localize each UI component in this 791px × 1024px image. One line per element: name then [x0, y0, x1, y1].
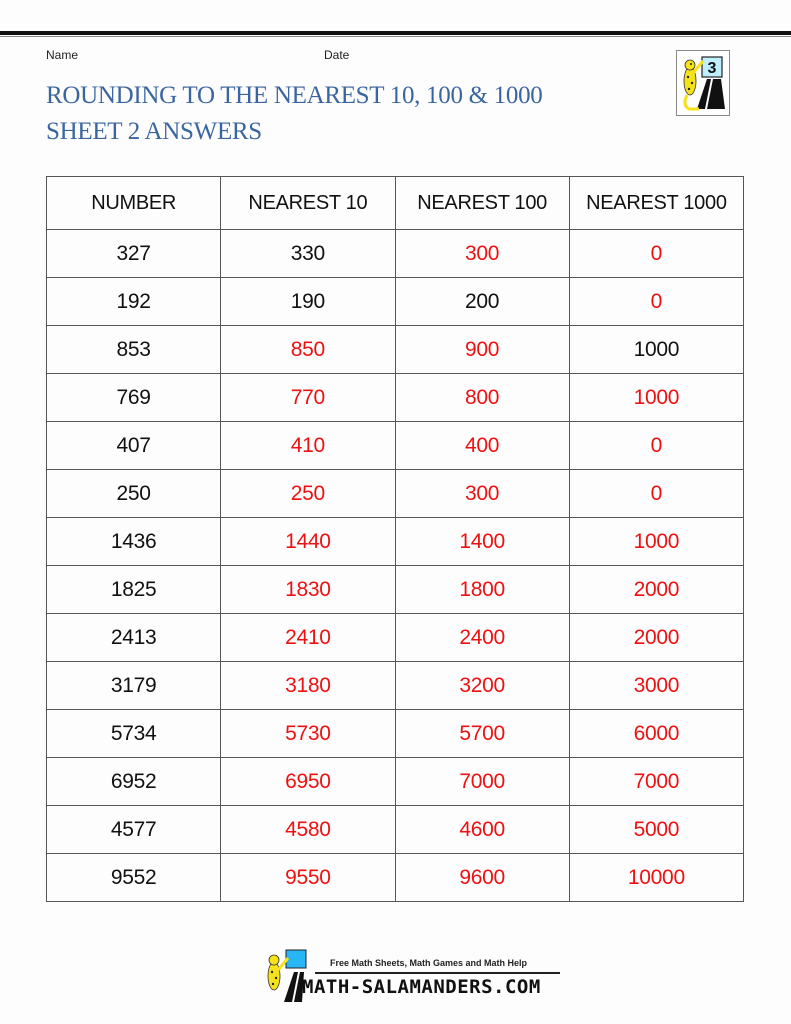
number-cell: 5734 [47, 710, 221, 758]
nearest-1000-cell: 1000 [569, 518, 743, 566]
table-row [47, 854, 744, 902]
nearest-1000-cell: 1000 [569, 374, 743, 422]
worksheet-subtitle: SHEET 2 ANSWERS [46, 118, 262, 145]
nearest-1000-cell: 6000 [569, 710, 743, 758]
number-cell: 3179 [47, 662, 221, 710]
table-row [47, 326, 744, 374]
table-row [47, 566, 744, 614]
number-cell: 853 [47, 326, 221, 374]
name-label: Name [46, 48, 79, 62]
nearest-1000-cell: 3000 [569, 662, 743, 710]
nearest-1000-cell: 10000 [569, 854, 743, 902]
grade-number: 3 [707, 60, 717, 77]
number-cell: 192 [47, 278, 221, 326]
table-row [47, 662, 744, 710]
nearest-1000-cell: 1000 [569, 326, 743, 374]
grade-logo [676, 50, 730, 116]
table-row [47, 374, 744, 422]
number-cell: 2413 [47, 614, 221, 662]
nearest-100-cell: 3200 [395, 662, 569, 710]
nearest-100-cell: 7000 [395, 758, 569, 806]
nearest-10-cell: 6950 [221, 758, 395, 806]
number-cell: 6952 [47, 758, 221, 806]
nearest-100-cell: 400 [395, 422, 569, 470]
nearest-10-cell: 2410 [221, 614, 395, 662]
nearest-10-cell: 5730 [221, 710, 395, 758]
nearest-1000-cell: 0 [569, 422, 743, 470]
nearest-10-cell: 9550 [221, 854, 395, 902]
table-row [47, 758, 744, 806]
nearest-10-cell: 3180 [221, 662, 395, 710]
table-row [47, 470, 744, 518]
nearest-1000-cell: 0 [569, 230, 743, 278]
table-row [47, 710, 744, 758]
top-rule [0, 31, 791, 35]
table-row [47, 806, 744, 854]
table-row [47, 278, 744, 326]
nearest-100-cell: 800 [395, 374, 569, 422]
nearest-10-cell: 410 [221, 422, 395, 470]
nearest-100-cell: 900 [395, 326, 569, 374]
nearest-100-cell: 5700 [395, 710, 569, 758]
nearest-10-cell: 1830 [221, 566, 395, 614]
answers-table [46, 176, 744, 902]
nearest-10-cell: 190 [221, 278, 395, 326]
nearest-100-cell: 200 [395, 278, 569, 326]
table-row [47, 230, 744, 278]
footer-brand: MATH-SALAMANDERS.COM [302, 976, 541, 998]
nearest-100-cell: 1800 [395, 566, 569, 614]
nearest-100-cell: 300 [395, 470, 569, 518]
number-cell: 327 [47, 230, 221, 278]
footer-rule [315, 972, 560, 974]
nearest-10-cell: 4580 [221, 806, 395, 854]
number-cell: 769 [47, 374, 221, 422]
number-cell: 4577 [47, 806, 221, 854]
table-header-row [47, 177, 744, 230]
nearest-10-cell: 250 [221, 470, 395, 518]
nearest-10-cell: 850 [221, 326, 395, 374]
top-rule-shadow [0, 36, 791, 37]
nearest-10-cell: 330 [221, 230, 395, 278]
nearest-100-cell: 9600 [395, 854, 569, 902]
number-cell: 1825 [47, 566, 221, 614]
nearest-1000-cell: 0 [569, 470, 743, 518]
nearest-100-cell: 1400 [395, 518, 569, 566]
worksheet-title: ROUNDING TO THE NEAREST 10, 100 & 1000 [46, 82, 543, 109]
number-cell: 407 [47, 422, 221, 470]
number-cell: 9552 [47, 854, 221, 902]
table-row [47, 614, 744, 662]
salamander-easel-icon [677, 51, 729, 115]
col-header-nearest-100: NEAREST 100 [395, 177, 569, 230]
nearest-1000-cell: 2000 [569, 614, 743, 662]
nearest-1000-cell: 5000 [569, 806, 743, 854]
nearest-10-cell: 770 [221, 374, 395, 422]
number-cell: 250 [47, 470, 221, 518]
table-row [47, 422, 744, 470]
col-header-nearest-10: NEAREST 10 [221, 177, 395, 230]
nearest-1000-cell: 0 [569, 278, 743, 326]
col-header-number: NUMBER [47, 177, 221, 230]
table-row [47, 518, 744, 566]
date-label: Date [324, 48, 350, 62]
nearest-10-cell: 1440 [221, 518, 395, 566]
nearest-100-cell: 4600 [395, 806, 569, 854]
nearest-100-cell: 2400 [395, 614, 569, 662]
nearest-1000-cell: 7000 [569, 758, 743, 806]
col-header-nearest-1000: NEAREST 1000 [569, 177, 743, 230]
nearest-100-cell: 300 [395, 230, 569, 278]
footer-tagline: Free Math Sheets, Math Games and Math Help [330, 958, 528, 968]
nearest-1000-cell: 2000 [569, 566, 743, 614]
number-cell: 1436 [47, 518, 221, 566]
